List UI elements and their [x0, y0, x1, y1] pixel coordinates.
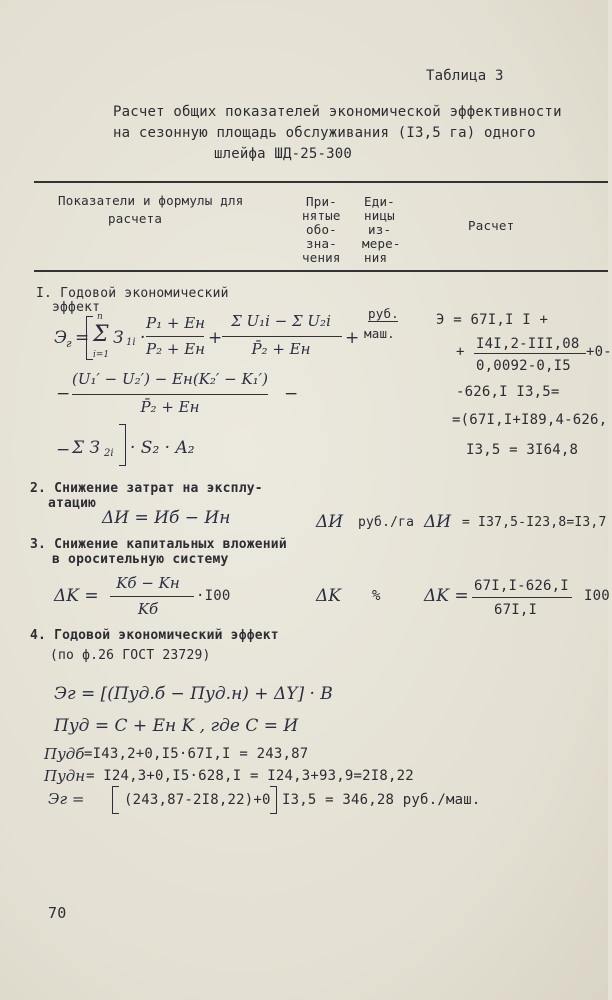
row3-f-num: Kб − Kн: [116, 574, 180, 592]
header-indicators-1: Показатели и формулы для: [58, 193, 244, 208]
f3-minus: −: [56, 440, 71, 460]
row3-unit: %: [372, 588, 381, 604]
f1-frac1-bar: [146, 336, 204, 337]
row3-f-tail: ·I00: [196, 588, 231, 604]
row2-title-2: атацию: [48, 496, 97, 511]
f2-minus-tail: −: [284, 384, 299, 404]
header-units-5: ния: [364, 250, 388, 265]
table-title-line-1: Расчет общих показателей экономической эффективности: [113, 104, 562, 120]
row4-l1-rhs: =I43,2+0,I5·67I,I = 243,87: [84, 746, 309, 762]
f1-Z: З: [113, 328, 124, 348]
f3-tail: · S₂ · A₂: [130, 438, 195, 458]
row3-f-den: Kб: [137, 600, 159, 618]
row3-calc-lhs: ΔK =: [424, 586, 469, 606]
row2-unit: руб./га: [358, 515, 415, 530]
row4-l3-left-bracket: [112, 786, 119, 814]
row3-calc-den: 67I,I: [494, 602, 538, 618]
table-title-line-2: на сезонную площадь обслуживания (I3,5 га) одного: [113, 125, 536, 141]
header-units-4: мере-: [362, 236, 401, 251]
f1-sum-bot: i=1: [93, 350, 110, 360]
header-units-2: ницы: [364, 208, 395, 223]
calc1-tail: +0-: [586, 344, 612, 360]
row4-l2-rhs: = I24,3+0,I5·628,I = I24,3+93,9=2I8,22: [86, 768, 414, 784]
row3-symbol: ΔK: [316, 586, 341, 606]
f1-frac1-den: P₂ + Eн: [146, 340, 206, 358]
f1-Z-sub: 1i: [126, 337, 136, 348]
row1-unit-1: руб.: [368, 306, 399, 321]
f2-minus-lead: −: [56, 384, 71, 404]
row4-l3-right-bracket: [270, 786, 277, 814]
row2-symbol: ΔИ: [316, 512, 344, 532]
header-symbols-1: При-: [306, 194, 337, 209]
calc1-frac-num: I4I,2-III,08: [476, 336, 580, 352]
f1-eq: =: [75, 328, 90, 348]
header-symbols-5: чения: [302, 250, 341, 265]
row4-title-1: 4. Годовой экономический эффект: [30, 628, 279, 643]
f1-plus-2: +: [345, 328, 360, 348]
f1-lhs: Э: [54, 328, 68, 348]
row3-f-bar: [110, 596, 194, 597]
row4-l3-inner: (243,87-2I8,22)+0: [124, 792, 271, 808]
f1-plus-1: +: [208, 328, 223, 348]
calc1-line-1: Э = 67I,I I +: [436, 312, 549, 328]
f3-right-bracket: [119, 424, 126, 466]
row3-title-1: 3. Снижение капитальных вложений: [30, 537, 287, 552]
table-title-line-3: шлейфа ШД-25-300: [214, 146, 353, 162]
row2-calc-rhs: = I37,5-I23,8=I3,7: [462, 515, 607, 530]
f3-sum-sub: 2i: [104, 448, 114, 459]
table-number: Таблица 3: [426, 68, 504, 84]
table-top-rule: [34, 181, 608, 183]
f1-left-bracket: [86, 316, 93, 360]
calc1-line-5: =(67I,I+I89,4-626,: [452, 412, 608, 428]
f3-sum: Σ З: [72, 438, 101, 458]
calc1-plus: +: [456, 344, 465, 360]
calc1-frac-bar: [474, 353, 586, 354]
header-bottom-rule: [34, 270, 608, 272]
f1-dot: ·: [140, 328, 146, 348]
row1-title-1: I. Годовой экономический: [36, 286, 229, 301]
f2-den: P̄₂ + Eн: [140, 398, 200, 416]
row1-unit-2: маш.: [364, 326, 395, 341]
f2-num: (U₁′ − U₂′) − Eн(K₂′ − K₁′): [72, 370, 268, 388]
row1-unit-underline: [368, 321, 398, 322]
row4-title-2: (по ф.26 ГОСТ 23729): [50, 648, 211, 663]
f1-frac2-den: P̄₂ + Eн: [251, 340, 311, 358]
row4-l3-tail: I3,5 = 346,28 руб./маш.: [282, 792, 481, 808]
row1-title-2: эффект: [52, 300, 101, 315]
f1-frac2-num: Σ U₁i − Σ U₂i: [231, 312, 331, 330]
header-units-3: из-: [368, 222, 392, 237]
page-number: 70: [48, 904, 67, 922]
header-units-1: Еди-: [364, 194, 395, 209]
header-symbols-3: обо-: [306, 222, 337, 237]
row4-l2-lhs: Пудн: [44, 767, 86, 785]
f1-frac1-num: P₁ + Eн: [146, 314, 206, 332]
f1-sum-top: n: [97, 312, 103, 322]
row2-title-1: 2. Снижение затрат на эксплу-: [30, 481, 263, 496]
row3-f-lhs: ΔK =: [54, 586, 99, 606]
header-symbols-4: зна-: [306, 236, 337, 251]
row3-calc-bar: [472, 597, 572, 598]
calc1-line-6: I3,5 = 3I64,8: [466, 442, 579, 458]
row3-calc-num: 67I,I-626,I: [474, 578, 569, 594]
row3-title-2: в оросительную систему: [52, 552, 229, 567]
header-symbols-2: нятые: [302, 208, 341, 223]
header-calc: Расчет: [468, 218, 515, 233]
row2-formula: ΔИ = Иб − Ин: [102, 508, 231, 528]
row4-formula-1: Эг = [(Пуд.б − Пуд.н) + ΔY] · B: [54, 684, 333, 704]
f1-lhs-sub: г: [66, 337, 72, 350]
row4-formula-2: Пуд = C + Eн K , где C = И: [54, 716, 299, 736]
f1-sum-sign: Σ: [93, 322, 109, 347]
calc1-line-4: -626,I I3,5=: [456, 384, 560, 400]
f2-bar: [72, 394, 268, 395]
row3-calc-tail: I00: [584, 588, 610, 604]
row2-calc-lhs: ΔИ: [424, 512, 452, 532]
header-indicators-2: расчета: [108, 211, 163, 226]
f1-frac2-bar: [222, 336, 342, 337]
row4-l1-lhs: Пудб: [44, 745, 85, 763]
row4-l3-lhs: Эг =: [48, 790, 85, 808]
calc1-frac-den: 0,0092-0,I5: [476, 358, 571, 374]
